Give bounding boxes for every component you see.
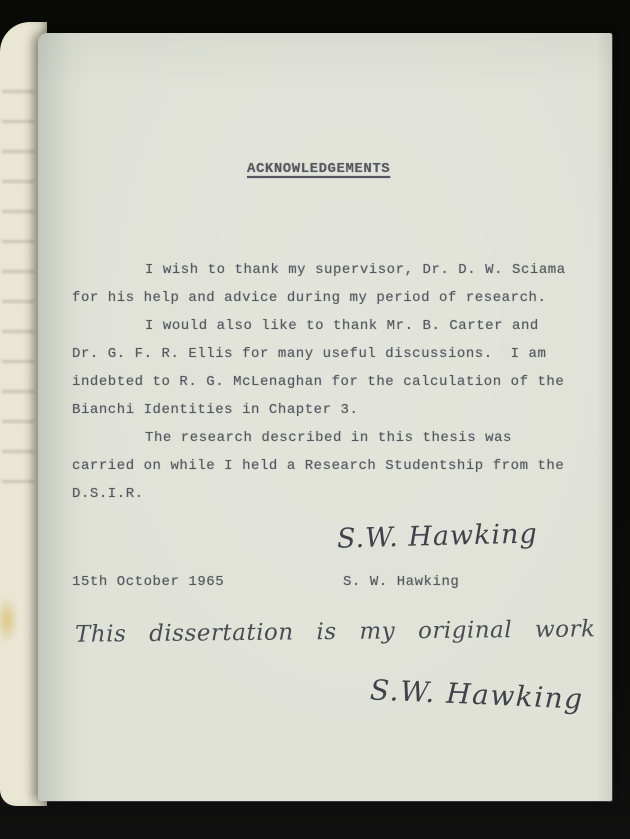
handwritten-signature-bottom: S.W. Hawking — [369, 673, 585, 716]
handwritten-declaration: This dissertation is my original work — [74, 616, 596, 648]
acknowledgements-text — [72, 256, 592, 508]
handwritten-signature-top: S.W. Hawking — [336, 518, 539, 555]
thesis-page — [38, 33, 612, 801]
typed-signature: S. W. Hawking — [343, 574, 460, 590]
text-line: carried on while I held a Research Studentship from the — [72, 458, 565, 474]
text-line: I would also like to thank Mr. B. Carter and — [145, 318, 539, 334]
bleed-through-text — [2, 90, 34, 510]
text-line: D.S.I.R. — [72, 486, 144, 502]
text-line: indebted to R. G. McLenaghan for the calculation of the — [72, 374, 565, 390]
text-line: I wish to thank my supervisor, Dr. D. W. Sciama — [145, 262, 566, 278]
text-line: Dr. G. F. R. Ellis for many useful discussions. I am — [72, 346, 547, 362]
text-line: for his help and advice during my period of research. — [72, 290, 547, 306]
page-stain — [0, 587, 22, 653]
text-line: Bianchi Identities in Chapter 3. — [72, 402, 359, 418]
page-title: ACKNOWLEDGEMENTS — [247, 161, 391, 177]
date-text: 15th October 1965 — [72, 574, 225, 590]
text-line: The research described in this thesis was — [145, 430, 513, 446]
